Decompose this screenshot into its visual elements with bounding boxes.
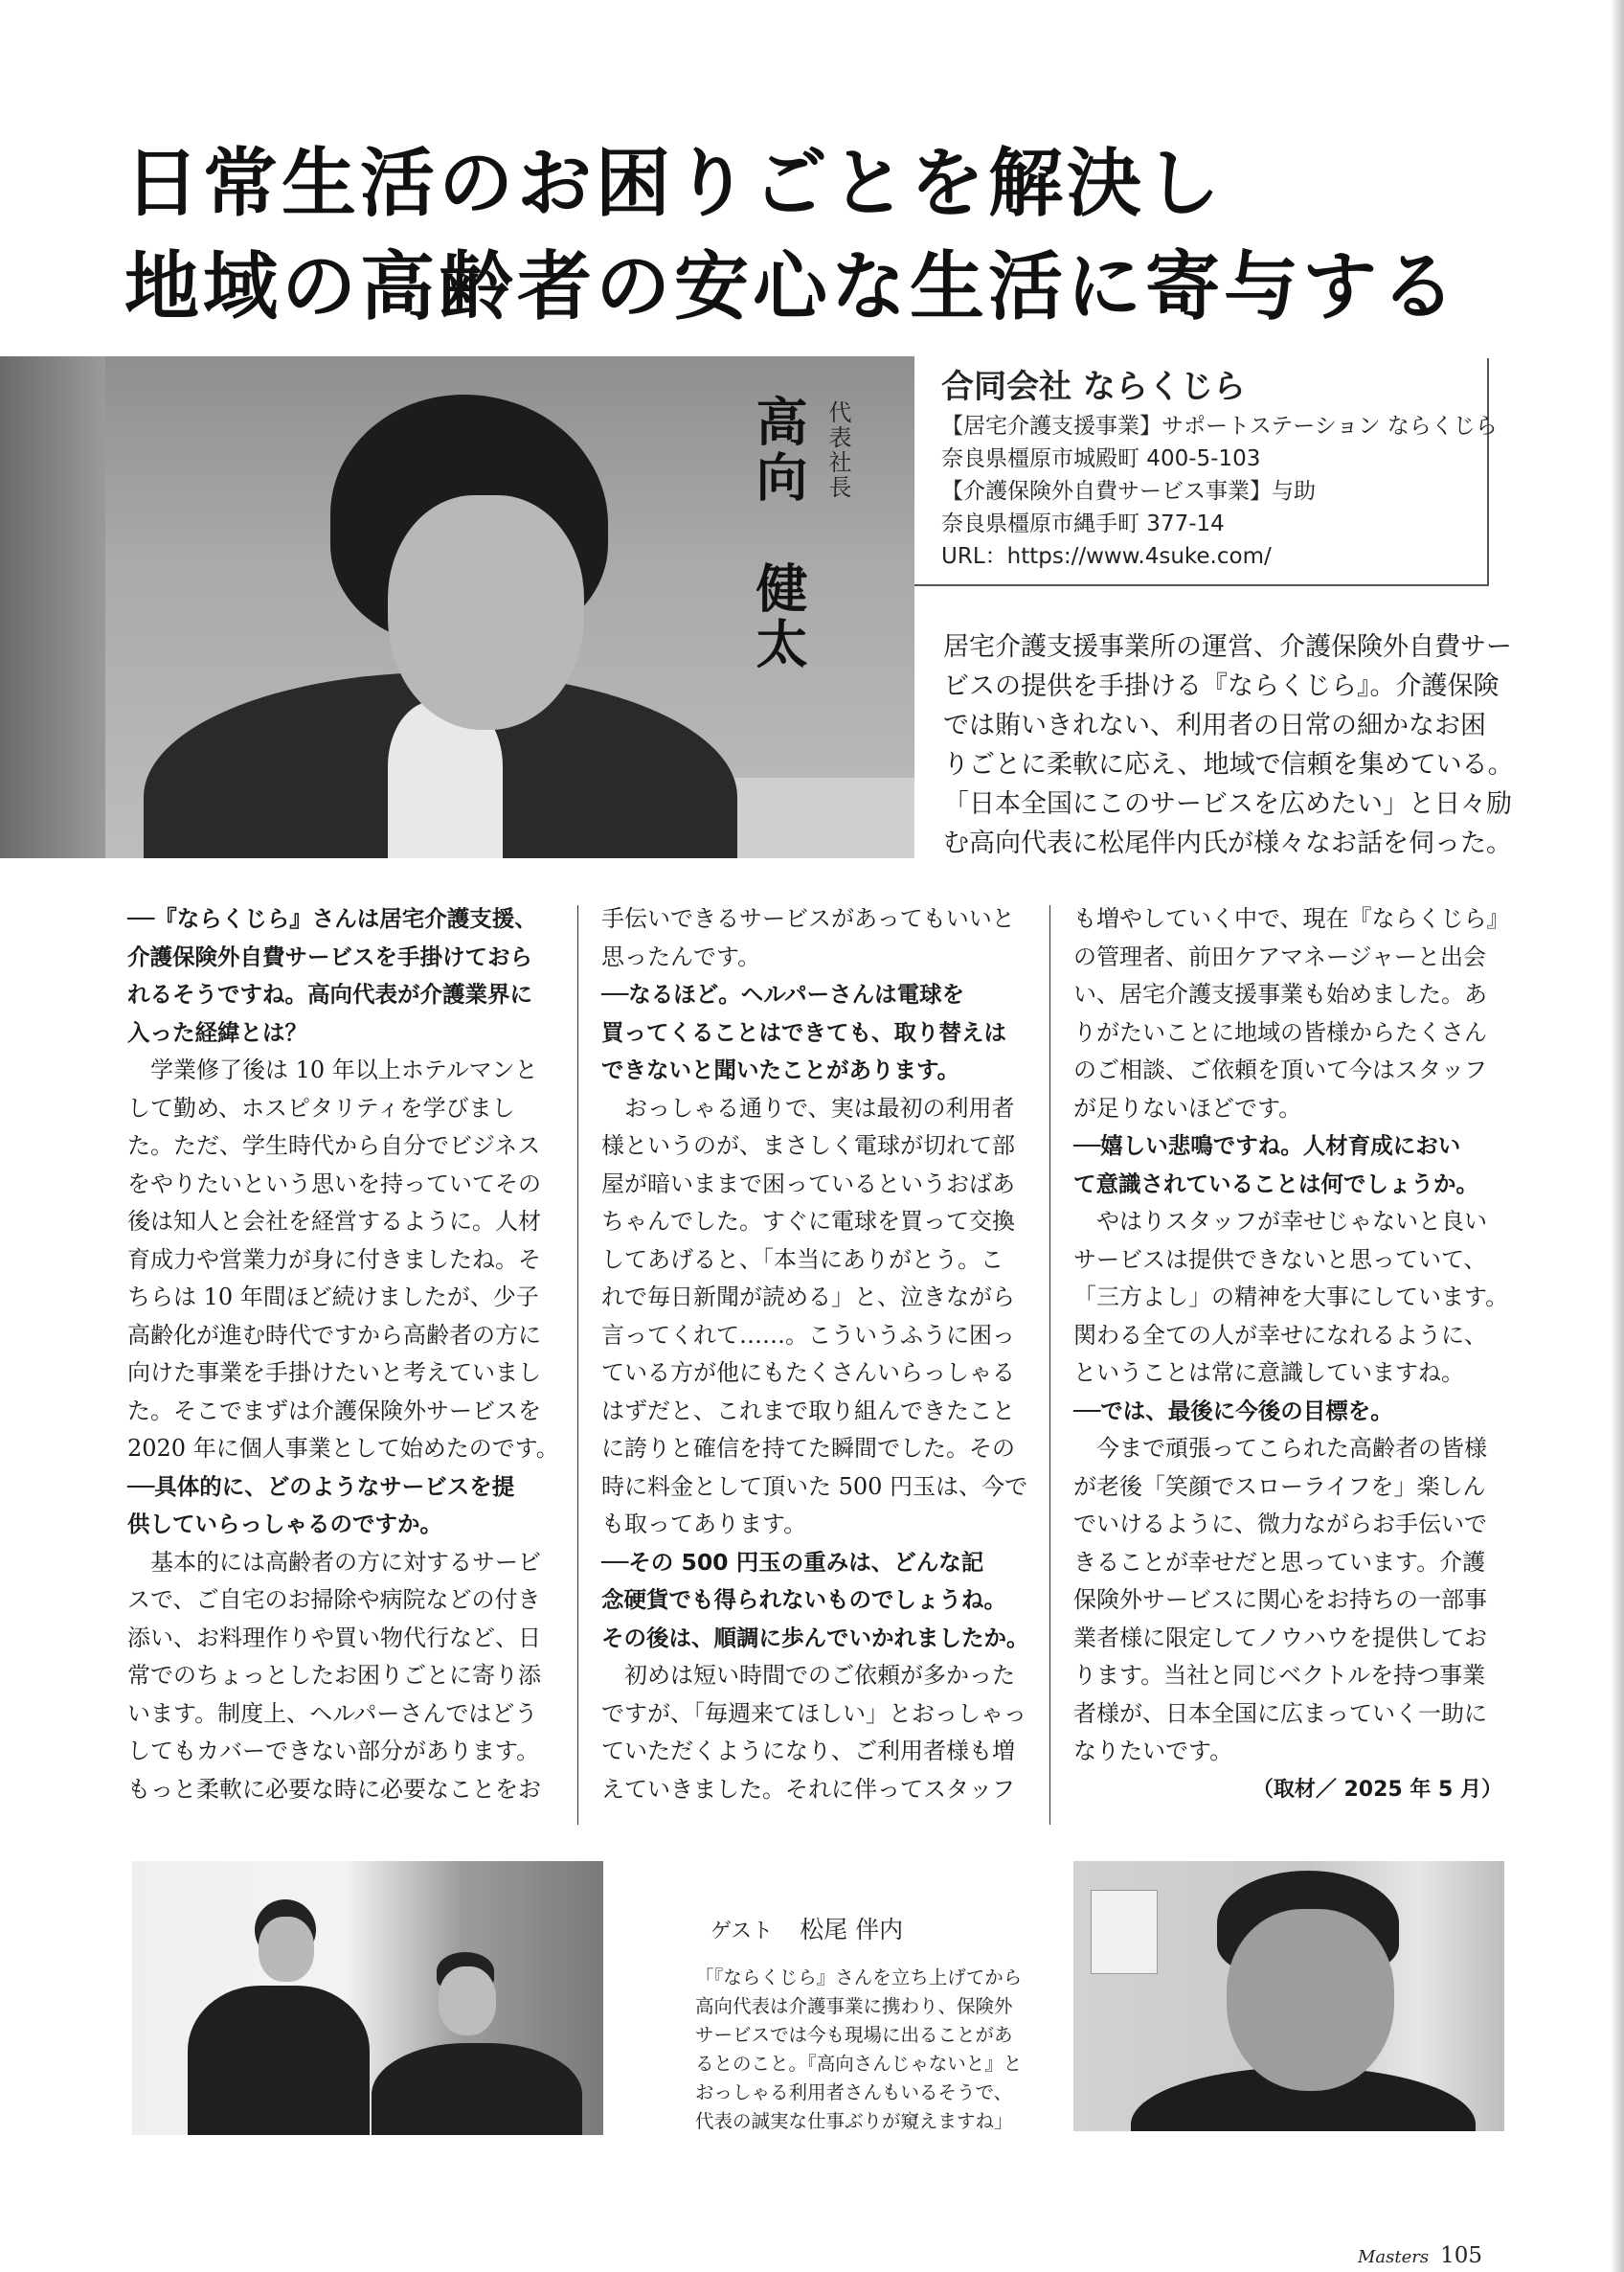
interview-answer-line: 高齢化が進む時代ですから高齢者の方に — [127, 1321, 541, 1349]
lead-line: 居宅介護支援事業所の運営、介護保険外自費サー — [943, 632, 1512, 662]
interview-question-line: ──『ならくじら』さんは居宅介護支援、 — [127, 905, 537, 932]
interview-answer-line: ります。当社と同じベクトルを持つ事業 — [1073, 1662, 1486, 1689]
interview-answer-line: してもカバーできない部分があります。 — [127, 1738, 540, 1764]
interview-answer-line: もっと柔軟に必要な時に必要なことをお — [127, 1775, 541, 1803]
interview-answer-line: はずだと、これまで取り組んできたこと — [601, 1397, 1015, 1424]
interview-answer-line: おっしゃる通りで、実は最初の利用者 — [601, 1094, 1015, 1122]
company-info-line: 奈良県橿原市城殿町 400-5-103 — [941, 446, 1261, 471]
interview-credit: （取材／ 2025 年 5 月） — [1252, 1777, 1502, 1802]
interview-question-line: 買ってくることはできても、取り替えは — [601, 1018, 1006, 1046]
interview-answer-line: でいけるように、微力ながらお手伝いで — [1073, 1511, 1487, 1537]
interview-question-line: ──なるほど。ヘルパーさんは電球を — [601, 981, 965, 1008]
interview-answer-line: に誇りと確信を持てた瞬間でした。その — [601, 1435, 1015, 1462]
interview-answer-line: して勤め、ホスピタリティを学びまし — [127, 1094, 515, 1122]
interview-answer-line: やはりスタッフが幸せじゃないと良い — [1073, 1208, 1487, 1235]
company-info-line: 【介護保険外自費サービス事業】与助 — [941, 479, 1316, 504]
interview-question-line: ──嬉しい悲鳴ですね。人材育成におい — [1073, 1132, 1461, 1159]
interview-answer-line: ていただくようになり、ご利用者様も増 — [601, 1738, 1015, 1764]
company-url: URL：https://www.4suke.com/ — [941, 544, 1272, 569]
interview-answer-line: 屋が暗いままで困っているというおばあ — [601, 1170, 1015, 1197]
column-divider — [1049, 905, 1050, 1825]
interview-answer-line: 向けた事業を手掛けたいと考えていまし — [127, 1359, 541, 1386]
interview-answer-line: えていきました。それに伴ってスタッフ — [601, 1775, 1015, 1803]
interview-answer-line: 様というのが、まさしく電球が切れて部 — [601, 1132, 1015, 1159]
interview-answer-line: 保険外サービスに関心をお持ちの一部事 — [1073, 1586, 1487, 1613]
interview-question-line: 供していらっしゃるのですか。 — [127, 1511, 442, 1537]
guest-photo — [1073, 1861, 1504, 2131]
interview-answer-line: ている方が他にもたくさんいらっしゃる — [601, 1359, 1015, 1386]
interview-answer-line: た。そこでまずは介護保険外サービスを — [127, 1397, 541, 1424]
interview-answer-line: 後は知人と会社を経営するように。人材 — [127, 1208, 541, 1235]
interview-answer-line: 常でのちょっとしたお困りごとに寄り添 — [127, 1662, 541, 1689]
interview-answer-line: 2020 年に個人事業として始めたのです。 — [127, 1435, 559, 1462]
lead-line: 「日本全国にこのサービスを広めたい」と日々励 — [943, 789, 1512, 819]
interview-answer-line: い、居宅介護支援事業も始めました。あ — [1073, 981, 1487, 1008]
interview-question-line: ──では、最後に今後の目標を。 — [1073, 1397, 1393, 1424]
interview-answer-line: してあげると、「本当にありがとう。こ — [601, 1245, 1004, 1273]
interview-question-line: その後は、順調に歩んでいかれましたか。 — [601, 1624, 1029, 1651]
interview-answer-line: の管理者、前田ケアマネージャーと出会 — [1073, 943, 1487, 970]
interview-column-1 — [127, 900, 564, 1808]
interview-answer-line: きることが幸せだと思っています。介護 — [1073, 1548, 1486, 1576]
interview-answer-line: 思ったんです。 — [601, 943, 761, 970]
guest-and-ceo-photo — [132, 1861, 603, 2135]
interview-column-2 — [601, 900, 1038, 1808]
interview-answer-line: 業者様に限定してノウハウを提供してお — [1073, 1624, 1487, 1651]
caption-line: サービスでは今も現場に出ることがあ — [695, 2024, 1013, 2046]
lead-paragraph — [943, 627, 1518, 863]
interview-question-line: できないと聞いたことがあります。 — [601, 1056, 960, 1083]
lead-line: ビスの提供を手掛ける『ならくじら』。介護保険 — [943, 671, 1500, 701]
interview-answer-line: スで、ご自宅のお掃除や病院などの付き — [127, 1586, 541, 1613]
interview-answer-line: 手伝いできるサービスがあってもいいと — [601, 905, 1015, 932]
company-name: 合同会社 ならくじら — [941, 368, 1246, 406]
interview-answer-line: ちゃんでした。すぐに電球を買って交換 — [601, 1208, 1015, 1235]
interview-answer-line: も取ってあります。 — [601, 1511, 807, 1537]
caption-line: 「『ならくじら』さんを立ち上げてから — [695, 1966, 1023, 1988]
guest-name: 松尾 伴内 — [800, 1916, 904, 1943]
caption-line: 高向代表は介護事業に携わり、保険外 — [695, 1995, 1013, 2017]
magazine-name: Masters — [1358, 2247, 1430, 2267]
guest-label-text: ゲスト — [710, 1920, 774, 1943]
interview-question-line: 入った経緯とは？ — [127, 1018, 307, 1046]
interview-column-3 — [1073, 900, 1510, 1808]
interview-answer-line: をやりたいという思いを持っていてその — [127, 1170, 541, 1197]
interview-answer-line: ですが、「毎週来てほしい」とおっしゃっ — [601, 1699, 1026, 1727]
interview-answer-line: りがたいことに地域の皆様からたくさん — [1073, 1018, 1487, 1046]
lead-line: む高向代表に松尾伴内氏が様々なお話を伺った。 — [943, 829, 1512, 858]
interview-answer-line: 「三方よし」の精神を大事にしています。 — [1073, 1284, 1509, 1310]
interview-answer-line: なりたいです。 — [1073, 1738, 1233, 1764]
interview-question-line: て意識されていることは何でしょうか。 — [1073, 1170, 1478, 1197]
interview-answer-line: 学業修了後は 10 年以上ホテルマンと — [127, 1056, 538, 1083]
interview-answer-line: が足りないほどです。 — [1073, 1094, 1302, 1122]
column-divider — [577, 905, 578, 1825]
lead-line: りごとに柔軟に応え、地域で信頼を集めている。 — [943, 750, 1514, 780]
headline — [124, 132, 1542, 339]
caption-line: おっしゃる利用者さんもいるそうで、 — [695, 2081, 1013, 2103]
interview-answer-line: 時に料金として頂いた 500 円玉は、今で — [601, 1472, 1028, 1500]
company-info-box — [914, 358, 1498, 586]
page-spine-shadow — [1611, 0, 1624, 2272]
interview-question-line: ──具体的に、どのようなサービスを提 — [127, 1472, 515, 1500]
interview-answer-line: 今まで頑張ってこられた高齢者の皆様 — [1073, 1435, 1487, 1462]
interview-answer-line: のご相談、ご依頼を頂いて今はスタッフ — [1073, 1056, 1487, 1083]
interview-question-line: ──その 500 円玉の重みは、どんな記 — [601, 1548, 984, 1576]
interview-answer-line: ということは常に意識していますね。 — [1073, 1359, 1464, 1386]
interview-answer-line: 言ってくれて……。こういうふうに困っ — [601, 1321, 1015, 1349]
interview-question-line: れるそうですね。高向代表が介護業界に — [127, 981, 532, 1008]
lead-line: では賄いきれない、利用者の日常の細かなお困 — [943, 711, 1486, 740]
person-name: 高向 健太 — [748, 395, 809, 672]
interview-answer-line: 基本的には高齢者の方に対するサービ — [127, 1548, 541, 1576]
company-info-line: 奈良県橿原市縄手町 377-14 — [941, 511, 1225, 536]
interview-answer-line: が老後「笑顔でスローライフを」楽しん — [1073, 1472, 1486, 1500]
interview-question-line: 念硬貨でも得られないものでしょうね。 — [601, 1586, 1006, 1613]
interview-answer-line: ちらは 10 年間ほど続けましたが、少子 — [127, 1284, 539, 1310]
company-info-line: 【居宅介護支援事業】サポートステーション ならくじら — [941, 414, 1498, 439]
guest-comment — [695, 1964, 1059, 2136]
headline-line-2: 地域の高齢者の安心な生活に寄与する — [124, 243, 1460, 330]
interview-answer-line: れで毎日新聞が読める」と、泣きながら — [601, 1284, 1015, 1310]
guest-label — [710, 1911, 903, 1945]
interview-answer-line: 添い、お料理作りや買い物代行など、日 — [127, 1624, 541, 1651]
caption-line: るとのこと。『高向さんじゃないと』と — [695, 2053, 1023, 2075]
headline-line-1: 日常生活のお困りごとを解決し — [124, 140, 1225, 227]
interview-answer-line: 初めは短い時間でのご依頼が多かった — [601, 1662, 1015, 1689]
interview-answer-line: も増やしていく中で、現在『ならくじら』 — [1073, 905, 1510, 932]
interview-answer-line: います。制度上、ヘルパーさんではどう — [127, 1699, 538, 1727]
page-number: 105 — [1440, 2243, 1483, 2268]
caption-line: 代表の誠実な仕事ぶりが窺えますね」 — [695, 2110, 1013, 2132]
interview-answer-line: サービスは提供できないと思っていて、 — [1073, 1245, 1487, 1273]
interview-answer-line: た。ただ、学生時代から自分でビジネス — [127, 1132, 541, 1159]
interview-answer-line: 関わる全ての人が幸せになれるように、 — [1073, 1321, 1487, 1349]
interview-answer-line: 育成力や営業力が身に付きましたね。そ — [127, 1245, 541, 1273]
interview-question-line: 介護保険外自費サービスを手掛けておら — [127, 943, 532, 970]
page-footer — [1358, 2243, 1482, 2268]
person-role: 代表社長 — [824, 400, 851, 500]
interview-answer-line: 者様が、日本全国に広まっていく一助に — [1073, 1699, 1487, 1727]
